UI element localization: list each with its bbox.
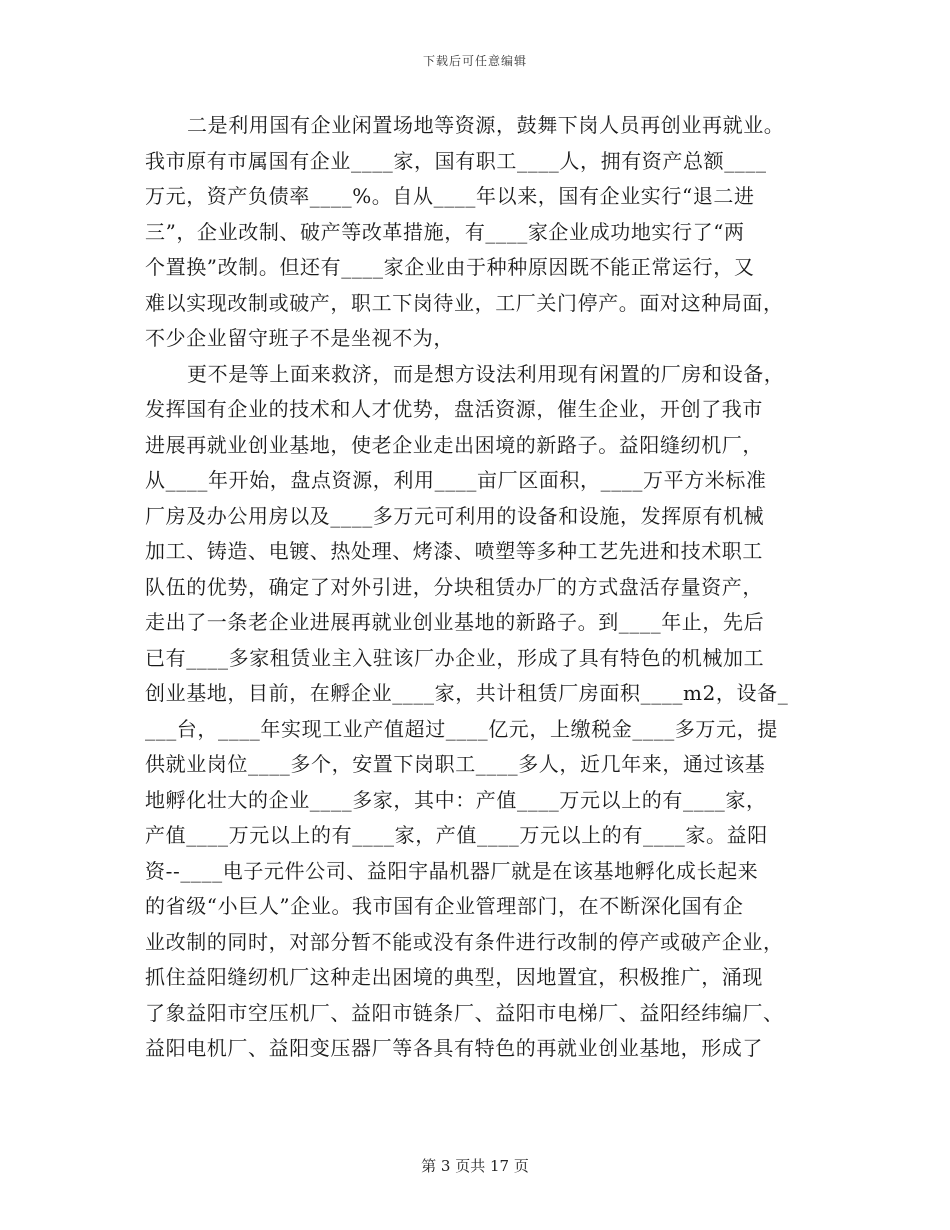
text-line: 业改制的同时，对部分暂不能或没有条件进行改制的停产或破产企业， [145, 929, 784, 954]
text-line: 发挥国有企业的技术和人才优势，盘活资源，催生企业，开创了我市 [145, 397, 763, 421]
page-footer: 第 3 页共 17 页 [421, 1157, 529, 1175]
text-line: 个置换”改制。但还有____家企业由于种种原因既不能正常运行，又 [145, 255, 755, 279]
text-line: 产值____万元以上的有____家，产值____万元以上的有____家。益阳 [145, 823, 768, 847]
text-line: 资--____电子元件公司、益阳宇晶机器厂就是在该基地孵化成长起来 [145, 858, 759, 883]
text-line: 三”，企业改制、破产等改革措施，有____家企业成功地实行了“两 [145, 219, 745, 244]
text-line: ___台，____年实现工业产值超过____亿元，上缴税金____多万元，提 [145, 716, 778, 741]
text-line: 供就业岗位____多个，安置下岗职工____多人，近几年来，通过该基 [145, 752, 766, 776]
text-line: 难以实现改制或破产，职工下岗待业，工厂关门停产。面对这种局面， [145, 290, 784, 315]
text-line: 二是利用国有企业闲置场地等资源，鼓舞下岗人员再创业再就业。 [187, 113, 785, 137]
text-line: 进展再就业创业基地，使老企业走出困境的新路子。益阳缝纫机厂， [145, 432, 763, 457]
text-line: 抓住益阳缝纫机厂这种走出困境的典型，因地置宜，积极推广，涌现 [145, 965, 763, 989]
text-line: 我市原有市属国有企业____家，国有职工____人，拥有资产总额____ [145, 148, 767, 173]
text-line: 的省级“小巨人”企业。我市国有企业管理部门，在不断深化国有企 [145, 894, 744, 918]
paragraph-2 [145, 357, 805, 1067]
text-line: 已有____多家租赁业主入驻该厂办企业，形成了具有特色的机械加工 [145, 645, 765, 670]
text-line: 不少企业留守班子不是坐视不为， [145, 326, 454, 350]
text-line: 创业基地，目前，在孵企业____家，共计租赁厂房面积____m2，设备_ [145, 681, 789, 705]
text-line: 了象益阳市空压机厂、益阳市链条厂、益阳市电梯厂、益阳经纬编厂、 [145, 1000, 784, 1025]
text-line: 加工、铸造、电镀、热处理、烤漆、喷塑等多种工艺先进和技术职工 [145, 539, 763, 563]
text-line: 万元，资产负债率____%。自从____年以来，国有企业实行“退二进 [145, 184, 755, 208]
document-body [145, 108, 805, 1067]
text-line: 地孵化壮大的企业____多家，其中：产值____万元以上的有____家， [145, 787, 767, 812]
paragraph-1 [145, 108, 805, 357]
text-line: 走出了一条老企业进展再就业创业基地的新路子。到____年止，先后 [145, 610, 765, 634]
text-line: 厂房及办公用房以及____多万元可利用的设备和设施，发挥原有机械 [145, 503, 765, 528]
text-line: 益阳电机厂、益阳变压器厂等各具有特色的再就业创业基地，形成了 [145, 1036, 763, 1060]
text-line: 队伍的优势，确定了对外引进，分块租赁办厂的方式盘活存量资产， [145, 574, 763, 599]
text-line: 更不是等上面来救济，而是想方设法利用现有闲置的厂房和设备， [187, 361, 785, 386]
page-header: 下载后可任意编辑 [422, 54, 527, 68]
text-line: 从____年开始，盘点资源，利用____亩厂区面积，____万平方米标准 [145, 468, 767, 492]
